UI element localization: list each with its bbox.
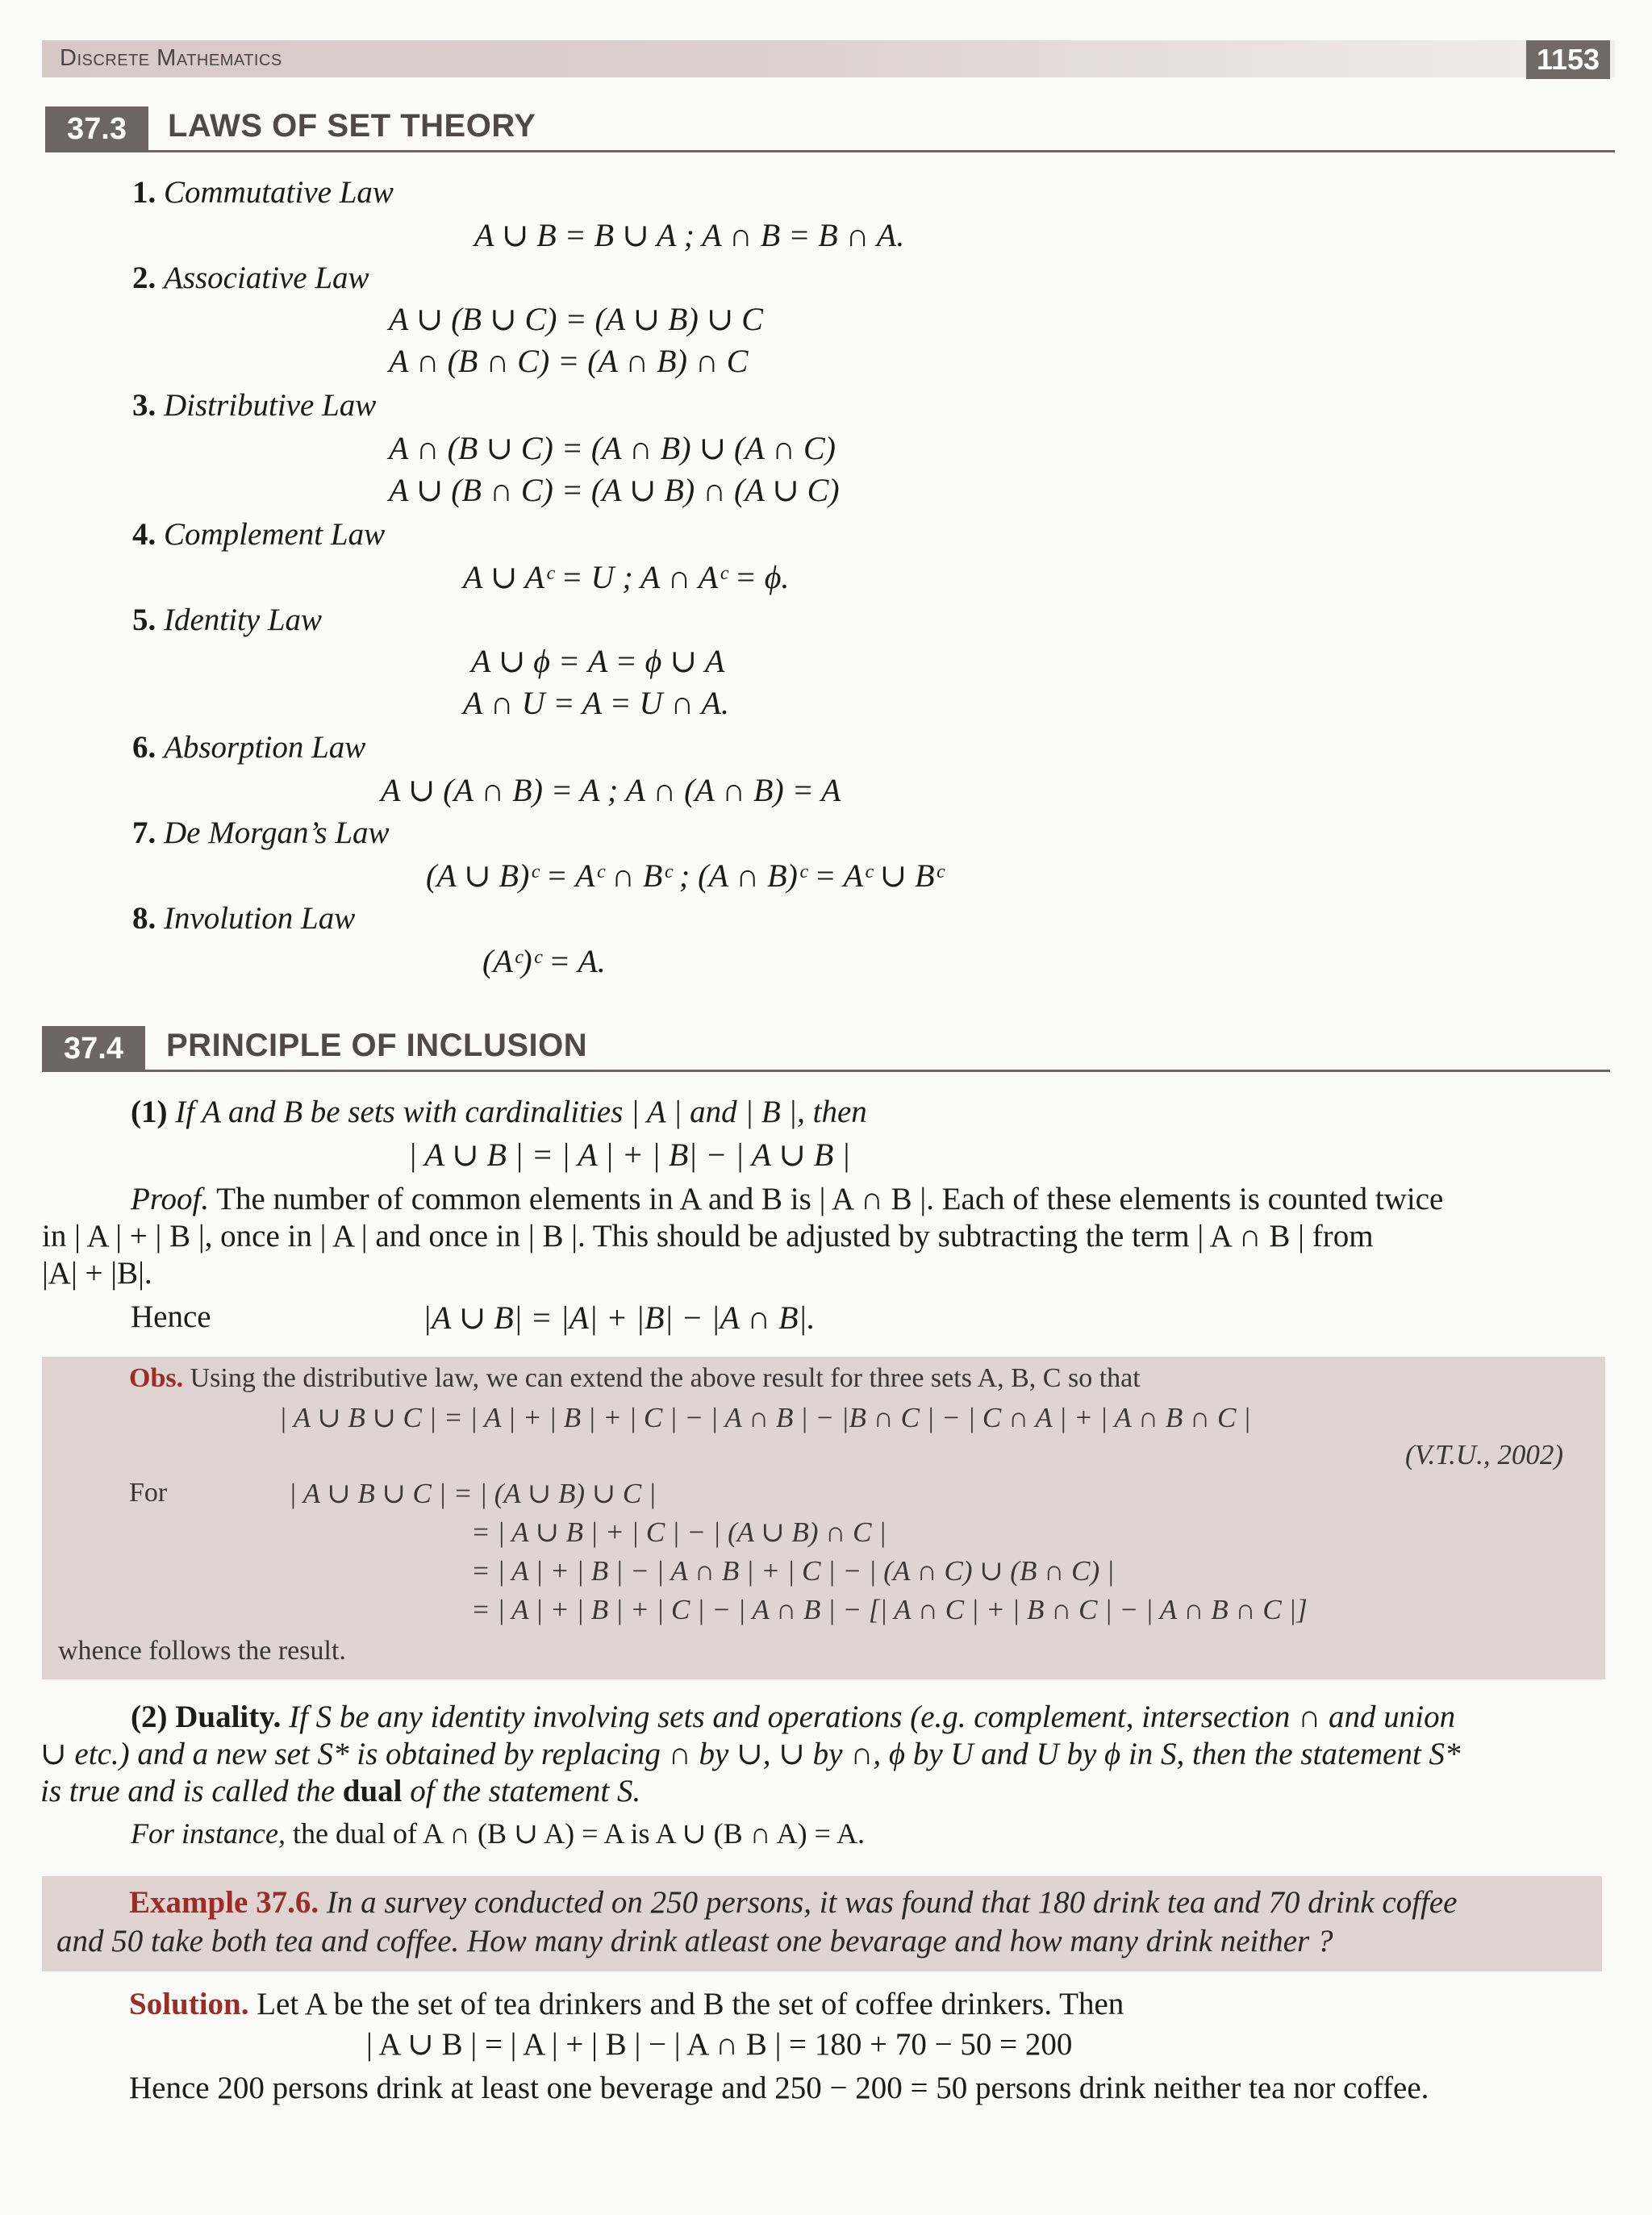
- duality-label: (2) Duality.: [131, 1700, 282, 1734]
- law-number: 2.: [132, 261, 156, 295]
- duality-text: of the statement S.: [410, 1774, 641, 1808]
- law-item: [132, 729, 365, 765]
- solution-label: Solution.: [129, 1987, 249, 2021]
- law-name: Identity Law: [164, 603, 323, 637]
- law-item: [132, 516, 385, 553]
- duality-instance: [131, 1817, 865, 1850]
- law-number: 3.: [132, 388, 156, 423]
- duality-line: [40, 1773, 640, 1809]
- obs-citation: (V.T.U., 2002): [1405, 1439, 1564, 1470]
- law-formula: (Aᶜ)ᶜ = A.: [482, 943, 606, 979]
- law-item: [132, 174, 394, 211]
- example-label: Example 37.6.: [129, 1885, 319, 1920]
- derivation-line: = | A | + | B | − | A ∩ B | + | C | − | (A ∩ C) ∪ (B ∩ C) |: [471, 1555, 1115, 1587]
- obs-label: Obs.: [129, 1363, 184, 1393]
- law-item: [132, 900, 355, 936]
- item-label: (1): [131, 1095, 168, 1129]
- solution-formula: | A ∪ B | = | A | + | B | − | A ∩ B | = 180 + 70 − 50 = 200: [366, 2027, 1073, 2062]
- law-item: [132, 260, 369, 296]
- section-title-laws: LAWS OF SET THEORY: [168, 108, 536, 144]
- page-number: 1153: [1526, 40, 1610, 79]
- law-formula: A ∪ Aᶜ = U ; A ∩ Aᶜ = ϕ.: [463, 559, 790, 595]
- obs-formula: | A ∪ B ∪ C | = | A | + | B | + | C | − | A ∩ B | − |B ∩ C | − | C ∩ A | + | A ∩ B ∩ C |: [279, 1402, 1251, 1433]
- item-statement: If A and B be sets with cardinalities | A | and | B |, then: [175, 1095, 867, 1129]
- proof-line: |A| + |B|.: [42, 1256, 152, 1291]
- section-number-37-3: 37.3: [45, 106, 148, 152]
- law-name: Associative Law: [164, 261, 369, 295]
- example-line: [129, 1884, 1457, 1921]
- law-formula: A ∪ (B ∩ C) = (A ∪ B) ∩ (A ∪ C): [389, 472, 840, 508]
- law-formula: A ∩ U = A = U ∩ A.: [463, 685, 729, 721]
- proof-line: in | A | + | B |, once in | A | and once in | B |. This should be adjusted by subtracting the term | A ∩ B | from: [42, 1219, 1374, 1253]
- instance-label: For instance,: [131, 1817, 286, 1850]
- section-number-37-4: 37.4: [42, 1026, 145, 1071]
- inclusion-statement: [131, 1094, 867, 1130]
- proof-label: Proof.: [131, 1182, 210, 1216]
- law-number: 7.: [132, 816, 156, 850]
- obs-intro: [129, 1363, 1141, 1394]
- law-number: 4.: [132, 517, 156, 552]
- for-label: For: [129, 1478, 168, 1508]
- law-name: Commutative Law: [164, 175, 394, 210]
- law-name: Distributive Law: [164, 388, 377, 423]
- law-name: Absorption Law: [164, 730, 366, 765]
- law-name: Involution Law: [164, 901, 356, 936]
- duality-dual-word: dual: [342, 1774, 403, 1808]
- law-number: 6.: [132, 730, 156, 765]
- duality-line: ∪ etc.) and a new set S* is obtained by replacing ∩ by ∪, ∪ by ∩, ϕ by U and U by ϕ in S, then the statement S*: [40, 1737, 1461, 1771]
- section-rule: [45, 150, 1615, 152]
- law-name: Complement Law: [164, 517, 386, 552]
- duality-text: is true and is called the: [40, 1774, 336, 1808]
- law-item: [132, 387, 376, 423]
- law-formula: A ∪ (A ∩ B) = A ; A ∩ (A ∩ B) = A: [381, 772, 841, 808]
- derivation-line: | A ∪ B ∪ C | = | (A ∪ B) ∪ C |: [289, 1478, 657, 1509]
- solution-conclusion: Hence 200 persons drink at least one beverage and 250 − 200 = 50 persons drink neither tea nor coffee.: [129, 2071, 1429, 2105]
- law-formula: A ∪ B = B ∪ A ; A ∩ B = B ∩ A.: [474, 217, 905, 253]
- derivation-line: = | A | + | B | + | C | − | A ∩ B | − [| A ∩ C | + | B ∩ C | − | A ∩ B ∩ C |]: [471, 1594, 1308, 1625]
- instance-text: the dual of A ∩ (B ∪ A) = A is A ∪ (B ∩ A) = A.: [292, 1817, 865, 1850]
- law-formula: (A ∪ B)ᶜ = Aᶜ ∩ Bᶜ ; (A ∩ B)ᶜ = Aᶜ ∪ Bᶜ: [426, 857, 944, 894]
- hence-label: Hence: [131, 1299, 211, 1334]
- example-box: [42, 1876, 1602, 1971]
- law-item: [132, 602, 322, 638]
- section-title-inclusion: PRINCIPLE OF INCLUSION: [166, 1028, 588, 1063]
- duality-line: [131, 1699, 1455, 1735]
- running-header-bar: [42, 40, 1615, 77]
- derivation-line: = | A ∪ B | + | C | − | (A ∪ B) ∩ C |: [471, 1516, 886, 1548]
- law-formula: A ∩ (B ∩ C) = (A ∩ B) ∩ C: [389, 343, 749, 379]
- obs-conclusion: whence follows the result.: [58, 1636, 346, 1666]
- law-formula: A ∩ (B ∪ C) = (A ∩ B) ∪ (A ∩ C): [389, 430, 836, 466]
- law-number: 8.: [132, 901, 156, 936]
- obs-text: Using the distributive law, we can extend the above result for three sets A, B, C so that: [190, 1363, 1141, 1393]
- law-name: De Morgan’s Law: [164, 816, 390, 850]
- law-number: 1.: [132, 175, 156, 210]
- proof-text: The number of common elements in A and B is | A ∩ B |. Each of these elements is counted twice: [216, 1182, 1444, 1216]
- solution-text: Let A be the set of tea drinkers and B the set of coffee drinkers. Then: [257, 1987, 1124, 2021]
- proof-line: [131, 1181, 1443, 1217]
- section-rule: [42, 1070, 1610, 1072]
- solution-line: [129, 1986, 1124, 2022]
- example-line: and 50 take both tea and coffee. How many drink atleast one bevarage and how many drink neither ?: [56, 1924, 1333, 1958]
- duality-text: If S be any identity involving sets and operations (e.g. complement, intersection ∩ and union: [289, 1700, 1456, 1734]
- law-formula: A ∪ (B ∪ C) = (A ∪ B) ∪ C: [389, 301, 763, 337]
- example-text: In a survey conducted on 250 persons, it was found that 180 drink tea and 70 drink coffee: [326, 1885, 1458, 1920]
- law-number: 5.: [132, 603, 156, 637]
- obs-box: [42, 1357, 1605, 1679]
- law-item: [132, 815, 390, 851]
- running-title: Discrete Mathematics: [60, 45, 282, 71]
- hence-formula: |A ∪ B| = |A| + |B| − |A ∩ B|.: [423, 1299, 816, 1336]
- law-formula: A ∪ ϕ = A = ϕ ∪ A: [471, 643, 725, 679]
- inclusion-formula: | A ∪ B | = | A | + | B| − | A ∪ B |: [408, 1137, 851, 1173]
